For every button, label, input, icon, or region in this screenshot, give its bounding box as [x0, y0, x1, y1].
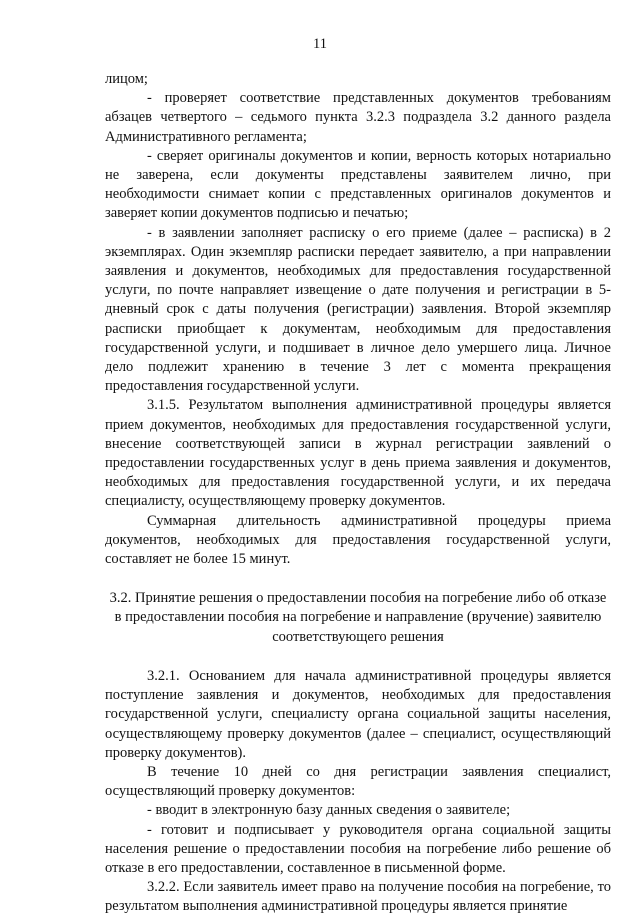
paragraph: Суммарная длительность административной процедуры приема документов, необходимых для предоставления государственной услуги, составляет не более 15 минут. — [105, 512, 611, 568]
paragraph: - готовит и подписывает у руководителя органа социальной защиты населения решение о предоставлении пособия на погребение либо решение об отказе в его предоставлении, составленное в письменной форме. — [105, 821, 611, 876]
paragraph: 3.1.5. Результатом выполнения административной процедуры является прием документов, необходимых для предоставления государственной услуги, внесение соответствующей записи в журнал регистрации заявлений о предоставлении государственных услуг в день приема заявления и документов, необходимых для предоставления государственной услуги, и их передача специалисту, осуществляющему проверку документов. — [105, 397, 611, 510]
paragraph: В течение 10 дней со дня регистрации заявления специалист, осуществляющий проверку документов: — [105, 763, 611, 800]
paragraph: лицом; — [105, 71, 148, 87]
paragraph: - сверяет оригиналы документов и копии, верность которых нотариально не заверена, если документы представлены заявителем лично, при необходимости снимает копии с представленных оригиналов документов и заверяет копии документов подписью и печатью; — [105, 147, 611, 222]
section-heading: 3.2. Принятие решения о предоставлении пособия на погребение либо об отказе в предоставлении пособия на погребение и направление (вручение) заявителю соответствующего решения — [109, 590, 607, 645]
paragraph: - вводит в электронную базу данных сведения о заявителе; — [147, 802, 511, 819]
paragraph: 3.2.2. Если заявитель имеет право на получение пособия на погребение, то результатом выполнения административной процедуры является принятие — [105, 879, 611, 915]
paragraph: - проверяет соответствие представленных документов требованиям абзацев четвертого – седьмого пункта 3.2.3 подраздела 3.2 данного раздела Административного регламента; — [105, 90, 611, 145]
paragraph: - в заявлении заполняет расписку о его приеме (далее – расписка) в 2 экземплярах. Один экземпляр расписки передает заявителю, а при направлении заявления и документов, необходимых для предоставления государственной услуги, по почте направляет извещение о дате получения и регистрации в 5-дневный срок с даты получения (регистрации) заявления. Второй экземпляр расписки приобщает к документам, необходимым для предоставления государственной услуги, и подшивает в личное дело умершего лица. Личное дело подлежит хранению в течение 3 лет с момента прекращения предоставления государственной услуги. — [105, 224, 611, 395]
document-body — [105, 70, 611, 917]
page-number: 11 — [313, 36, 327, 52]
paragraph: 3.2.1. Основанием для начала административной процедуры является поступление заявления и документов, необходимых для предоставления государственной услуги, специалисту органа социальной защиты населения, осуществляющему проверку документов (далее – специалист, осуществляющий проверку документов). — [105, 667, 611, 761]
